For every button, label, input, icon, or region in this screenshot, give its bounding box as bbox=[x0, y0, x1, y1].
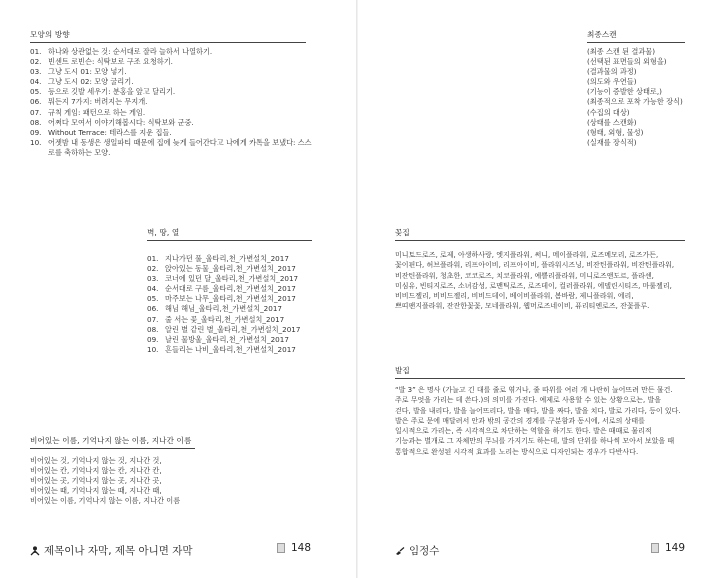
list-item-number: 05. bbox=[30, 87, 42, 97]
list-item-text: 흔들리는 나비_울타리,천_가변설치_2017 bbox=[165, 344, 296, 354]
list-item-text: 그냥 도시 01: 모양 넣기. bbox=[48, 67, 127, 77]
list-item bbox=[147, 304, 322, 314]
list-item bbox=[147, 325, 322, 335]
list-line: (최종 스캔 된 결과물) bbox=[587, 47, 656, 56]
left-footer bbox=[30, 543, 193, 558]
paragraph-line: 비비드젤리, 비비드젤리, 비비드데이, 베이비플라워, 봄바람, 제니플라워, 에리, bbox=[395, 292, 634, 301]
list-item-text: 줄 서는 꽃_울타리,천_가변설치_2017 bbox=[165, 314, 285, 324]
pen-hand-icon bbox=[395, 546, 405, 556]
list-item bbox=[147, 315, 322, 325]
list-item-text: 그냥 도시 02: 모양 굴리기. bbox=[48, 77, 134, 87]
book-gutter bbox=[356, 0, 358, 578]
paragraph-line: 발은 주로 문에 매달려서 안과 밖의 공간의 경계를 구분함과 동시에, 서로의 상태를 bbox=[395, 416, 645, 425]
section-rule bbox=[395, 378, 685, 379]
paragraph-line: 쁘띠팬지플라워, 잔잔한꽃꽃, 모네플라워, 웹머로즈네이비, 퓨리티엔로즈, 잔꽃플루. bbox=[395, 302, 650, 311]
paragraph-line: 일시적으로 가리는, 즉 시각적으로 차단하는 역할을 하기도 한다. 발은 때때로 물리적 bbox=[395, 427, 652, 436]
poem-line: 비어있는 때, 기억나지 않는 때, 지나간 때, bbox=[30, 486, 162, 496]
poem-line: 비어있는 이름, 기억나지 않는 이름, 지나간 이름 bbox=[30, 496, 181, 506]
list-item-text: Without Terrace: 테라스를 지운 집들. bbox=[48, 127, 172, 137]
list-item-text: 빈센트 로빈슨: 식탁보로 구조 요청하기. bbox=[48, 57, 173, 67]
left-footer-title: 제목이나 자막, 제목 아니면 자막 bbox=[44, 545, 193, 557]
right-page bbox=[357, 0, 714, 578]
left-page bbox=[0, 0, 357, 578]
list-line: (형태, 외형, 물성) bbox=[587, 127, 644, 137]
list-item bbox=[30, 128, 312, 138]
wall-ground-heat-list bbox=[147, 254, 322, 355]
list-line: (결과물의 과정) bbox=[587, 67, 637, 77]
flower-shop-paragraph bbox=[395, 250, 695, 312]
section-rule bbox=[30, 448, 195, 449]
final-scan-list bbox=[587, 47, 683, 148]
list-item bbox=[30, 97, 312, 107]
poem-line: 비어있는 것, 기억나지 않는 것, 지나간 것, bbox=[30, 456, 162, 465]
list-line: (선택된 표면들의 외형을) bbox=[587, 57, 667, 67]
shape-direction-list bbox=[30, 47, 312, 158]
page-number-value: 149 bbox=[665, 542, 686, 554]
list-item-number: 10. bbox=[30, 137, 42, 147]
left-page-number bbox=[277, 542, 311, 554]
list-item bbox=[30, 87, 312, 97]
paragraph-line: 꽃이핀다, 허브플라워, 리프아이비, 리프아이비, 플라워시즈닝, 비잔틴플라워, 비잔틴플라워, bbox=[395, 261, 675, 270]
section-rule bbox=[147, 240, 312, 241]
list-item bbox=[147, 274, 322, 284]
list-item-text: 어젯밤 내 동생은 생일파티 때문에 집에 늦게 들어간다고 나에게 카톡을 보냈다: 스스로를 축하하는 모양. bbox=[48, 137, 312, 157]
section-rule bbox=[587, 42, 685, 43]
list-item-number: 08. bbox=[147, 324, 159, 334]
list-item-number: 06. bbox=[30, 97, 42, 107]
list-item-text: 지나가던 풀_울타리,천_가변설치_2017 bbox=[165, 254, 289, 263]
paragraph-line: 통합적으로 완성된 시각적 효과를 노리는 방식으로 디자인되는 경우가 다반사다. bbox=[395, 447, 639, 456]
list-item-number: 09. bbox=[147, 334, 159, 344]
list-item bbox=[147, 284, 322, 294]
list-item-text: 코너에 있던 달_울타리,천_가변설치_2017 bbox=[165, 274, 299, 284]
section-title-wall-ground-heat: 벽, 땅, 열 bbox=[147, 228, 180, 237]
section-title-flower-shop: 꽃집 bbox=[395, 228, 410, 237]
list-item-text: 규칙 게임: 패턴으로 하는 게임. bbox=[48, 107, 146, 117]
paragraph-line: 걷다, 발을 내리다, 발을 늘어뜨리다, 발을 매다, 발을 짜다, 발을 치다, 발로 가리다, 등이 있다. bbox=[395, 406, 681, 415]
list-item bbox=[147, 294, 322, 304]
paragraph-line: 기능과는 별개로 그 자체만의 무늬를 가지기도 하는데, 발의 단위를 하나씩 모아서 보았을 때 bbox=[395, 437, 675, 446]
list-item bbox=[147, 345, 322, 355]
list-item bbox=[30, 47, 312, 57]
list-item-text: 해님 해님_울타리,천_가변설치_2017 bbox=[165, 304, 282, 314]
list-item bbox=[30, 67, 312, 77]
paragraph-line: 주로 무엇을 가리는 데 쓴다.)의 의미를 가진다. 예제로 사용할 수 있는 상황으로는, 발을 bbox=[395, 396, 662, 405]
list-item-number: 03. bbox=[30, 67, 42, 77]
list-item bbox=[30, 77, 312, 87]
list-item-text: 순서대로 구름_울타리,천_가변설치_2017 bbox=[165, 284, 296, 294]
list-item-text: 등으로 깃발 세우기: 분홍을 앞고 달리기. bbox=[48, 87, 176, 97]
bookmark-icon bbox=[277, 543, 285, 553]
list-item-number: 08. bbox=[30, 117, 42, 127]
list-item bbox=[147, 335, 322, 345]
list-line: (기능이 증발한 상태로,) bbox=[587, 87, 662, 97]
page-number-value: 148 bbox=[291, 542, 312, 554]
section-rule bbox=[30, 42, 306, 43]
list-line: (상태를 스캔화) bbox=[587, 117, 637, 127]
list-item-number: 04. bbox=[30, 77, 42, 87]
list-line: (최종적으로 포착 가능한 장식) bbox=[587, 97, 683, 107]
section-title-final-scan: 최종스캔 bbox=[587, 30, 617, 39]
bal-house-paragraph bbox=[395, 385, 705, 457]
paragraph-line: 미니토드로즈, 로제, 아생하사랑, 엣지플라워, 써니, 메이플라워, 로즈메모리, 로즈가든, bbox=[395, 251, 659, 259]
list-item bbox=[30, 118, 312, 128]
list-item bbox=[30, 138, 312, 158]
list-item-number: 07. bbox=[147, 314, 159, 324]
section-rule bbox=[395, 240, 685, 241]
list-item-text: 어쩌다 모여서 이야기해봅시다: 식탁보와 군중. bbox=[48, 117, 194, 127]
person-icon bbox=[30, 546, 40, 556]
list-item bbox=[30, 57, 312, 67]
list-item bbox=[147, 264, 322, 274]
list-item-text: 하나와 상관없는 것: 순서대로 잘라 늘하서 나열하기. bbox=[48, 47, 213, 56]
section-title-shape-direction: 모양의 방향 bbox=[30, 30, 70, 39]
right-footer bbox=[395, 543, 439, 558]
list-item-number: 01. bbox=[147, 254, 159, 263]
right-page-number bbox=[651, 542, 685, 554]
poem-line: 비어있는 곳, 기억나지 않는 곳, 지나간 곳, bbox=[30, 476, 162, 486]
paragraph-line: 비잔틴플라워, 청초한, 코코로즈, 치코플라워, 예쁠리플라워, 미니로즈앤도르, 플라센, bbox=[395, 271, 654, 280]
list-item-text: 뭐든지 7가지: 버려지는 무지개. bbox=[48, 97, 148, 107]
list-item-number: 10. bbox=[147, 344, 159, 354]
list-item-number: 09. bbox=[30, 127, 42, 137]
section-title-empty-names: 비어있는 이름, 기억나지 않는 이름, 지나간 이름 bbox=[30, 436, 192, 445]
list-item-text: 알린 별 같린 별_울타리,천_가변설치_2017 bbox=[165, 324, 301, 334]
bookmark-icon bbox=[651, 543, 659, 553]
list-line: (실재를 장식적) bbox=[587, 137, 637, 147]
list-item-text: 마주보는 나무_울타리,천_가변설치_2017 bbox=[165, 294, 296, 304]
list-item-number: 01. bbox=[30, 47, 42, 56]
list-line: (의도와 우연들) bbox=[587, 77, 637, 87]
list-item-number: 03. bbox=[147, 274, 159, 284]
list-line: (수집의 대상) bbox=[587, 107, 630, 117]
list-item-number: 06. bbox=[147, 304, 159, 314]
right-footer-title: 임정수 bbox=[409, 545, 440, 557]
list-item-text: 앉아있는 동물_울타리,천_가변설치_2017 bbox=[165, 264, 296, 274]
paragraph-line: 미심유, 빈티지로즈, 소녀감성, 로맨틱로즈, 로즈데이, 컬러플라워, 에델린시티즈, 마룰젤리, bbox=[395, 281, 672, 290]
poem-line: 비어있는 칸, 기억나지 않는 칸, 지나간 칸, bbox=[30, 466, 162, 476]
list-item-text: 날린 물방울_울타리,천_가변설치_2017 bbox=[165, 334, 289, 344]
list-item bbox=[147, 254, 322, 264]
list-item-number: 07. bbox=[30, 107, 42, 117]
list-item-number: 02. bbox=[30, 57, 42, 67]
list-item-number: 05. bbox=[147, 294, 159, 304]
section-title-bal-house: 발집 bbox=[395, 366, 410, 375]
list-item bbox=[30, 108, 312, 118]
empty-names-poem bbox=[30, 456, 180, 506]
list-item-number: 02. bbox=[147, 264, 159, 274]
paragraph-line: “발 3” 은 명사 (가늘고 긴 대를 줄로 엮거나, 줄 따위를 여러 개 나란히 늘어뜨려 만든 물건. bbox=[395, 386, 673, 394]
list-item-number: 04. bbox=[147, 284, 159, 294]
